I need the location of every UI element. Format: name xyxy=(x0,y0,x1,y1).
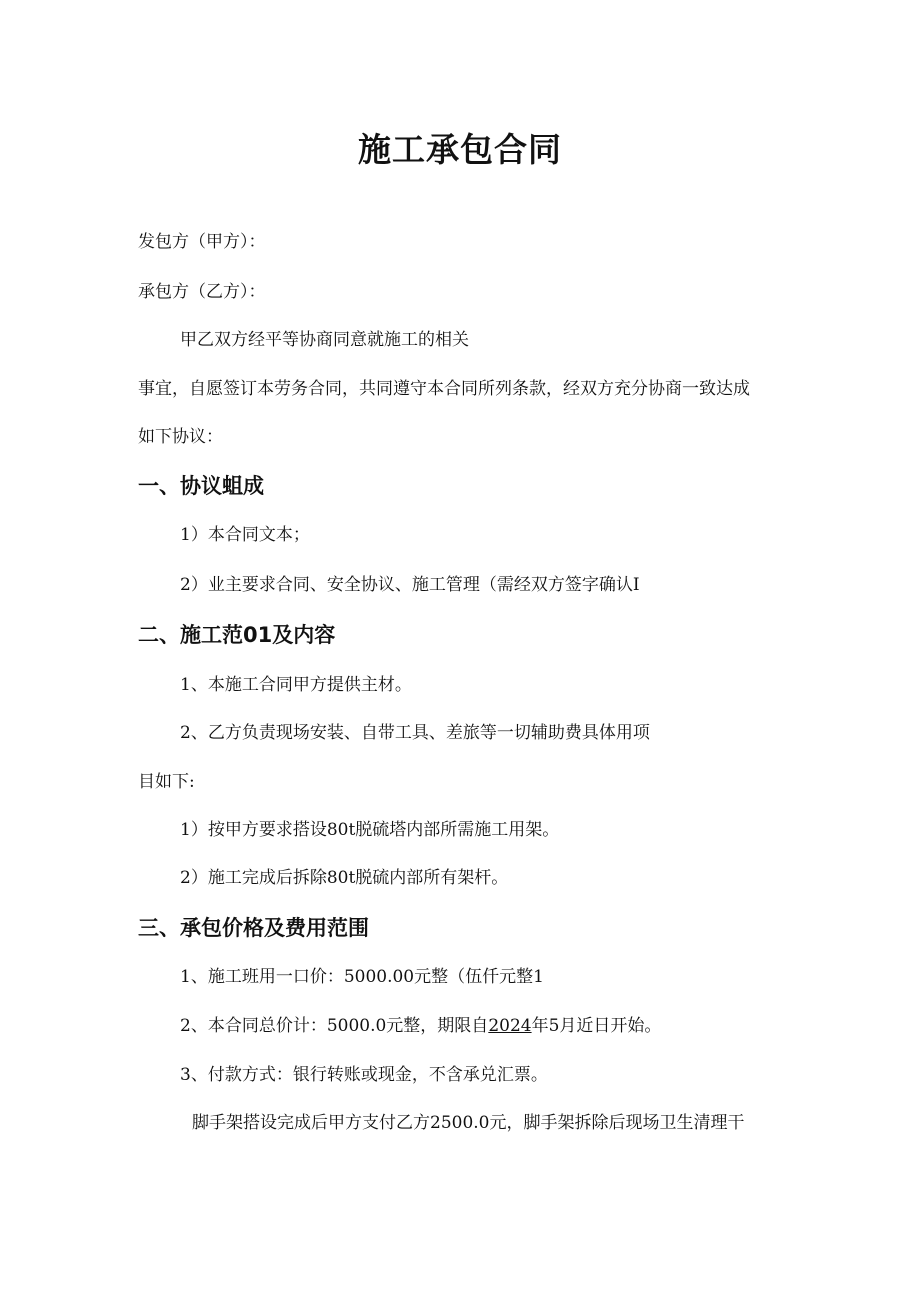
section-2-item-1: 1、本施工合同甲方提供主材。 xyxy=(180,675,412,695)
section-3-payment-detail: 脚手架搭设完成后甲方支付乙方2500.0元，脚手架拆除后现场卫生清理干 xyxy=(192,1113,745,1133)
section-2-sub-item-2: 2）施工完成后拆除80t脱硫内部所有架杆。 xyxy=(180,868,509,888)
section-3-item-1: 1、施工班用一口价：5000.00元整（伍仟元整1 xyxy=(180,967,544,987)
section-3-item-3: 3、付款方式：银行转账或现金，不含承兑汇票。 xyxy=(180,1065,548,1085)
section-2-heading: 二、施工范01及内容 xyxy=(138,623,336,647)
section-3-item-2-prefix: 2、本合同总价计：5000.0元整，期限自 xyxy=(180,1016,489,1036)
preamble-line-1: 甲乙双方经平等协商同意就施工的相关 xyxy=(180,330,469,350)
section-1-heading: 一、协议蛆成 xyxy=(138,474,264,498)
section-2-sub-item-1: 1）按甲方要求搭设80t脱硫塔内部所需施工用架。 xyxy=(180,820,560,840)
section-2-item-2-line-1: 2、乙方负责现场安装、自带工具、差旅等一切辅助费具体用项 xyxy=(180,723,650,743)
section-1-item-1: 1）本合同文本； xyxy=(180,525,310,545)
party-b-label: 承包方（乙方）： xyxy=(138,282,266,302)
section-3-heading: 三、承包价格及费用范围 xyxy=(138,916,369,940)
contract-start-year: 2024 xyxy=(488,1016,532,1036)
section-3-item-2-suffix: 年5月近日开始。 xyxy=(531,1016,662,1036)
section-2-item-2-line-2: 目如下: xyxy=(138,772,195,792)
preamble-line-3: 如下协议： xyxy=(138,427,223,447)
section-3-item-2 xyxy=(180,1014,661,1038)
preamble-line-2: 事宜，自愿签订本劳务合同，共同遵守本合同所列条款，经双方充分协商一致达成 xyxy=(138,379,750,399)
section-1-item-2: 2）业主要求合同、安全协议、施工管理（需经双方签字确认I xyxy=(180,575,640,595)
party-a-label: 发包方（甲方）： xyxy=(138,232,266,252)
document-title: 施工承包合同 xyxy=(358,130,562,169)
